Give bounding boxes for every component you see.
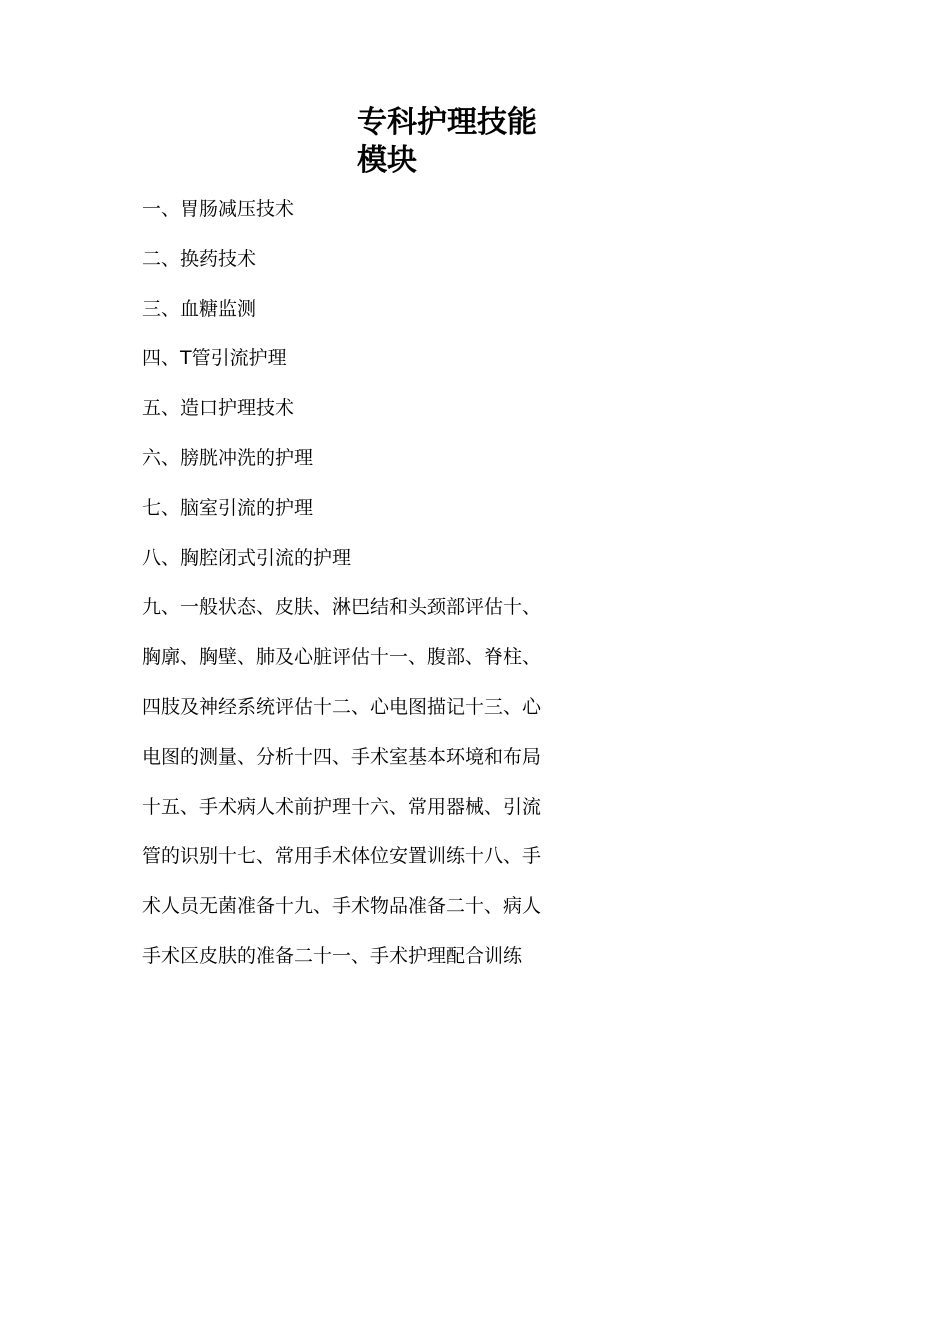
- page-title-line-2: 模块: [357, 143, 417, 178]
- list-item: 六、膀胱冲洗的护理: [142, 446, 314, 469]
- list-item: 管的识别十七、常用手术体位安置训练十八、手: [142, 845, 542, 868]
- list-item: 三、血糖监测: [142, 297, 257, 320]
- list-item: 一、胃肠减压技术: [142, 198, 295, 220]
- list-item: 电图的测量、分析十四、手术室基本环境和布局: [142, 745, 542, 768]
- list-item: 八、胸腔闭式引流的护理: [142, 546, 352, 569]
- page-title: [357, 104, 567, 180]
- list-item: 五、造口护理技术: [142, 397, 295, 420]
- list-item: 七、脑室引流的护理: [142, 496, 314, 519]
- list-item: 十五、手术病人术前护理十六、常用器械、引流: [142, 795, 542, 818]
- list-item: 九、一般状态、皮肤、淋巴结和头颈部评估十、: [142, 596, 542, 619]
- module-list: [142, 196, 572, 993]
- list-item: 胸廓、胸壁、肺及心脏评估十一、腹部、脊柱、: [142, 646, 542, 669]
- list-item: 二、换药技术: [142, 247, 257, 270]
- list-item: 术人员无菌准备十九、手术物品准备二十、病人: [142, 895, 542, 918]
- list-item: 手术区皮肤的准备二十一、手术护理配合训练: [142, 944, 523, 967]
- list-item: 四、T管引流护理: [142, 347, 287, 370]
- page-title-line-1: 专科护理技能: [357, 105, 537, 140]
- list-item: 四肢及神经系统评估十二、心电图描记十三、心: [142, 695, 542, 718]
